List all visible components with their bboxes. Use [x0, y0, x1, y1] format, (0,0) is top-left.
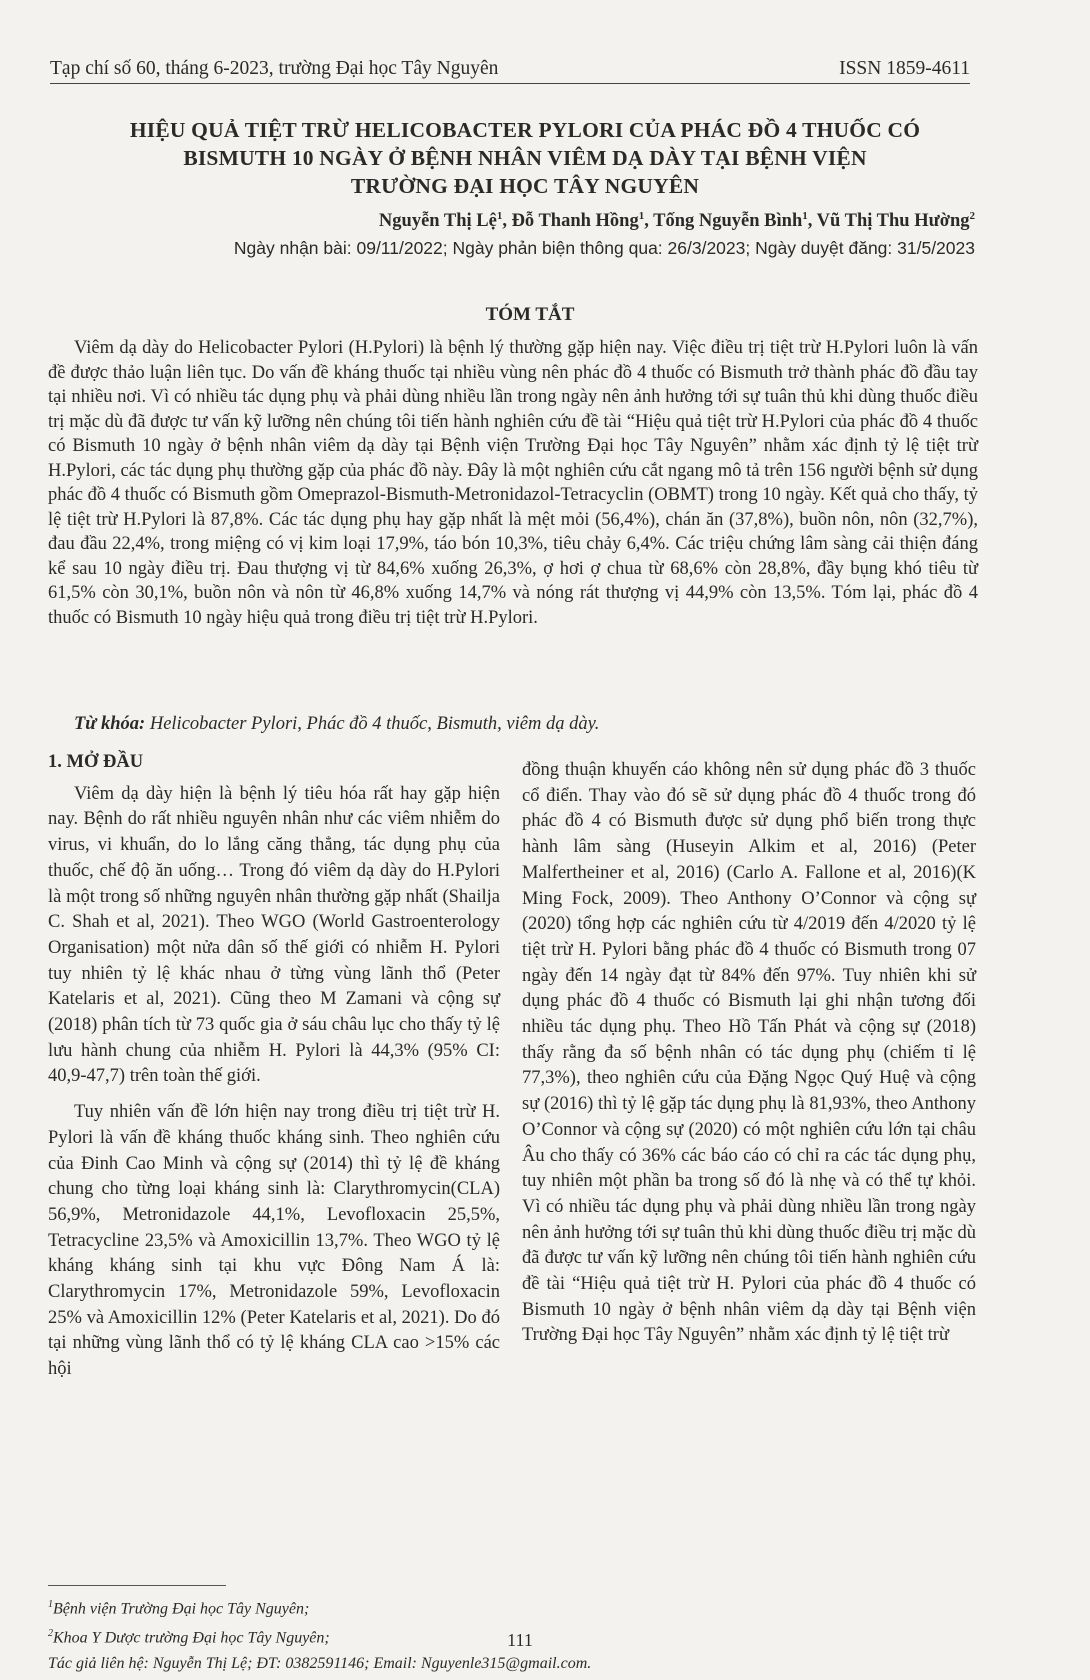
author-name: Tống Nguyễn Bình [653, 211, 803, 232]
keywords [74, 714, 978, 735]
running-head [50, 58, 970, 84]
footnote [48, 1651, 978, 1676]
left-column [48, 750, 500, 1383]
journal-name: Tạp chí số 60, tháng 6-2023, trường Đại học Tây Nguyên [50, 58, 499, 79]
footnote [48, 1592, 978, 1621]
keywords-label: Từ khóa: [74, 714, 146, 734]
footnote-text: Khoa Y Dược trường Đại học Tây Nguyên; [53, 1629, 330, 1647]
title-line: BISMUTH 10 NGÀY Ở BỆNH NHÂN VIÊM DẠ DÀY TẠI BỆNH VIỆN [183, 146, 867, 170]
body-paragraph: Tuy nhiên vấn đề lớn hiện nay trong điều trị tiệt trừ H. Pylori là vấn đề kháng thuốc kháng sinh. Theo nghiên cứu của Đinh Cao Minh và cộng sự (2014) thì tỷ lệ đề kháng chung cho từng loại kháng sinh là: Clarythromycin(CLA) 56,9%, Metronidazole 44,1%, Levofloxacin 25,5%, Tetracycline 23,5% và Amoxicillin 13,7%. Theo WGO tỷ lệ kháng kháng sinh tại khu vực Đông Nam Á là: Clarythromycin 17%, Metronidazole 59%, Levofloxacin 25% và Amoxicillin 12% (Peter Katelaris et al, 2021). Do đó tại những vùng lãnh thổ có tỷ lệ kháng CLA cao >15% các hội [48, 1102, 500, 1380]
author-list: Nguyễn Thị Lệ$^1$, Đỗ Thanh Hồng$^1$, Tống Nguyễn Bình$^1$, Vũ Thị Thu Hường$^2$ [378, 210, 975, 232]
affiliation-mark: 2 [969, 210, 975, 222]
submission-dates: Ngày nhận bài: 09/11/2022; Ngày phản biện thông qua: 26/3/2023; Ngày duyệt đăng: 31/5/2023 [233, 238, 975, 258]
footnote-mark: 2 [48, 1628, 53, 1640]
article-title [60, 116, 990, 200]
body-paragraph: đồng thuận khuyến cáo không nên sử dụng phác đồ 3 thuốc cổ điển. Thay vào đó sẽ sử dụng phác đồ 4 thuốc trong đó phác đồ 4 có Bismuth được sử dụng phổ biến trong thực hành lâm sàng (Huseyin Alkim et al, 2016) (Peter Malfertheiner et al, 2016) (Carlo A. Fallone et al, 2016)(K Ming Fock, 2009). Theo Anthony O’Connor và cộng sự (2020) tổng hợp các nghiên cứu từ 4/2019 đến 4/2020 tỷ lệ tiệt trừ H. Pylori bằng phác đồ 4 thuốc có Bismuth trong 07 ngày đến 14 ngày đạt từ 84% đến 97%. Tuy nhiên khi sử dụng phác đồ 4 thuốc có Bismuth lại ghi nhận tương đối nhiều tác dụng phụ. Theo Hồ Tấn Phát và cộng sự (2018) thấy rằng đa số bệnh nhân có tác dụng phụ (chiếm tỉ lệ 77,3%), theo nghiên cứu của Đặng Ngọc Quý Huệ và cộng sự (2016) thì tỷ lệ gặp tác dụng phụ là 81,93%, theo Anthony O’Connor và cộng sự (2020) có một nghiên cứu lớn tại châu Âu cho thấy có 36% các báo cáo có chỉ ra các tác dụng phụ, tuy nhiên một phần ba trong số đó là nhẹ và có thể tự khỏi. Vì có nhiều tác dụng phụ và phải dùng nhiều lần trong ngày nên ảnh hưởng tới sự tuân thủ khi dùng thuốc điều trị mặc dù đã được tư vấn kỹ lưỡng nên chúng tôi tiến hành nghiên cứu đề tài “Hiệu quả tiệt trừ H. Pylori của phác đồ 4 thuốc có Bismuth 10 ngày ở bệnh nhân viêm dạ dày tại Bệnh viện Trường Đại học Tây Nguyên” nhằm xác định tỷ lệ tiệt trừ [522, 760, 976, 1346]
title-line: HIỆU QUẢ TIỆT TRỪ HELICOBACTER PYLORI CỦA PHÁC ĐỒ 4 THUỐC CÓ [129, 118, 921, 142]
affiliation-mark: 1 [496, 210, 503, 222]
footnote-mark: 1 [48, 1599, 53, 1610]
author-name: Nguyễn Thị Lệ [378, 211, 497, 232]
keywords-text: Helicobacter Pylori, Phác đồ 4 thuốc, Bismuth, viêm dạ dày. [149, 714, 600, 734]
footnote-text: Bệnh viện Trường Đại học Tây Nguyên; [53, 1600, 310, 1618]
footnote-rule [48, 1585, 226, 1586]
section-heading: 1. MỞ ĐẦU [48, 752, 144, 772]
page-number: 111 [507, 1630, 533, 1650]
abstract-heading: TÓM TẮT [485, 304, 575, 325]
abstract-text: Viêm dạ dày do Helicobacter Pylori (H.Pylori) là bệnh lý thường gặp hiện nay. Việc điều trị tiệt trừ H.Pylori luôn là vấn đề được thảo luận liên tục. Do vấn đề kháng thuốc tại nhiều vùng nên phác đồ 4 thuốc có Bismuth trở thành phác đồ đầu tay tại nhiều nơi. Vì có nhiều tác dụng phụ và phải dùng nhiều lần trong ngày nên ảnh hưởng tới sự tuân thủ khi dùng thuốc điều trị mặc dù đã được tư vấn kỹ lưỡng nên chúng tôi tiến hành nghiên cứu đề tài “Hiệu quả tiệt trừ H.Pylori của phác đồ 4 thuốc có Bismuth 10 ngày ở bệnh nhân viêm dạ dày tại Bệnh viện Trường Đại học Tây Nguyên” nhằm xác định tỷ lệ tiệt trừ H.Pylori, các tác dụng phụ thường gặp của phác đồ này. Đây là một nghiên cứu cắt ngang mô tả trên 156 người bệnh sử dụng phác đồ 4 thuốc có Bismuth gồm Omeprazol-Bismuth-Metronidazol-Tetracyclin (OBMT) trong 10 ngày. Kết quả cho thấy, tỷ lệ tiệt trừ H.Pylori là 87,8%. Các tác dụng phụ hay gặp nhất là mệt mỏi (56,4%), chán ăn (37,8%), buồn nôn, nôn (32,7%), đau đầu 22,4%, trong miệng có vị kim loại 17,9%, táo bón 10,3%, tiêu chảy 6,4%. Các triệu chứng lâm sàng cải thiện đáng kể sau 10 ngày điều trị. Đau thượng vị từ 84,6% xuống 26,3%, ợ hơi ợ chua từ 68,6% còn 28,8%, đầy bụng khó tiêu từ 61,5% còn 30,1%, buồn nôn và nôn từ 46,8% xuống 14,7% và nóng rát thượng vị 44,9% còn 13,5%. Tóm lại, phác đồ 4 thuốc có Bismuth 10 ngày hiệu quả trong điều trị tiệt trừ H.Pylori. [48, 338, 978, 628]
affiliation-mark: 1 [638, 210, 645, 222]
affiliation-mark: 1 [802, 210, 808, 222]
title-line: TRƯỜNG ĐẠI HỌC TÂY NGUYÊN [350, 174, 700, 198]
right-column [522, 758, 976, 1349]
footnote-text: Tác giả liên hệ: Nguyễn Thị Lệ; ĐT: 0382591146; Email: Nguyenle315@gmail.com. [48, 1654, 592, 1672]
author-name: Đỗ Thanh Hồng [511, 211, 639, 232]
author-name: Vũ Thị Thu Hường [816, 211, 970, 232]
issn: ISSN 1859-4611 [839, 58, 970, 79]
body-paragraph: Viêm dạ dày hiện là bệnh lý tiêu hóa rất hay gặp hiện nay. Bệnh do rất nhiều nguyên nhân như các viêm nhiễm do virus, vi khuẩn, do lo lắng căng thẳng, tác dụng phụ của thuốc, chế độ ăn uống… Trong đó viêm dạ dày do H.Pylori là một trong số những nguyên nhân thường gặp nhất (Shailja C. Shah et al, 2021). Theo WGO (World Gastroenterology Organisation) một nửa dân số thế giới có nhiễm H. Pylori tuy nhiên tỷ lệ khác nhau ở từng vùng lãnh thổ (Peter Katelaris et al, 2021). Cũng theo M Zamani và cộng sự (2018) phân tích từ 73 quốc gia ở sáu châu lục cho thấy tỷ lệ lưu hành chung của nhiễm H. Pylori là 44,3% (95% CI: 40,9-47,7) trên toàn thế giới. [48, 783, 500, 1087]
